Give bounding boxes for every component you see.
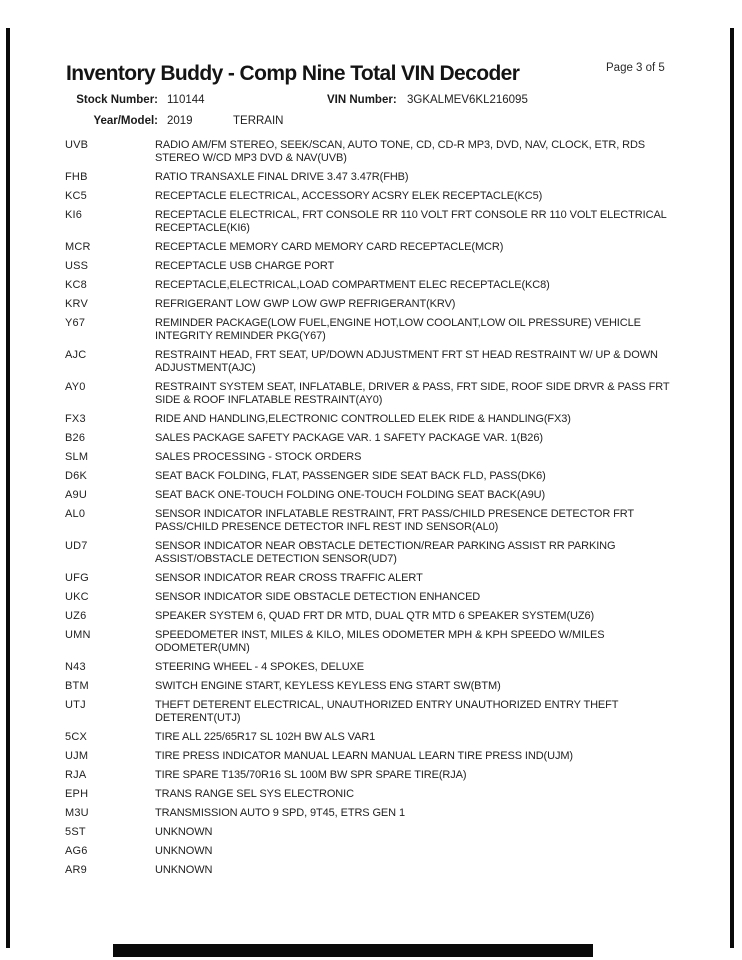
option-row [65, 432, 693, 445]
option-description: UNKNOWN [155, 845, 213, 857]
option-description: RECEPTACLE ELECTRICAL, ACCESSORY ACSRY ELEK RECEPTACLE(KC5) [155, 190, 543, 202]
option-code: AJC [65, 349, 87, 361]
option-code: UTJ [65, 699, 86, 711]
option-code: UKC [65, 591, 89, 603]
option-row [65, 279, 693, 292]
option-row [65, 489, 693, 502]
option-row [65, 731, 693, 744]
option-code: AR9 [65, 864, 87, 876]
option-code: UJM [65, 750, 89, 762]
scan-artifact-left-edge [6, 28, 10, 948]
option-description: RECEPTACLE,ELECTRICAL,LOAD COMPARTMENT ELEC RECEPTACLE(KC8) [155, 279, 550, 291]
option-code: MCR [65, 241, 91, 253]
option-row [65, 349, 693, 375]
page-number-indicator: Page 3 of 5 [606, 62, 665, 74]
option-code: KC5 [65, 190, 87, 202]
option-description: TRANS RANGE SEL SYS ELECTRONIC [155, 788, 354, 800]
option-row [65, 680, 693, 693]
option-code: AY0 [65, 381, 86, 393]
option-row [65, 381, 693, 407]
vin-number-value: 3GKALMEV6KL216095 [407, 94, 528, 106]
option-code: UFG [65, 572, 89, 584]
option-code: Y67 [65, 317, 86, 329]
option-description: REMINDER PACKAGE(LOW FUEL,ENGINE HOT,LOW COOLANT,LOW OIL PRESSURE) VEHICLE INTEGRITY REMINDER PKG(Y67) [155, 317, 641, 342]
option-code: KI6 [65, 209, 83, 221]
option-code: KRV [65, 298, 89, 310]
option-description: SEAT BACK FOLDING, FLAT, PASSENGER SIDE SEAT BACK FLD, PASS(DK6) [155, 470, 546, 482]
option-row [65, 750, 693, 763]
option-code: 5CX [65, 731, 87, 743]
option-code: UZ6 [65, 610, 87, 622]
option-description: SENSOR INDICATOR REAR CROSS TRAFFIC ALERT [155, 572, 423, 584]
option-description: SENSOR INDICATOR INFLATABLE RESTRAINT, FRT PASS/CHILD PRESENCE DETECTOR FRT PASS/CHILD PRESENCE DETECTOR INFL REST IND SENSOR(AL0) [155, 508, 634, 533]
year-model-label: Year/Model: [93, 115, 158, 127]
option-code: UMN [65, 629, 91, 641]
option-code: N43 [65, 661, 86, 673]
option-row [65, 769, 693, 782]
option-description: RECEPTACLE MEMORY CARD MEMORY CARD RECEPTACLE(MCR) [155, 241, 504, 253]
option-description: THEFT DETERENT ELECTRICAL, UNAUTHORIZED ENTRY UNAUTHORIZED ENTRY THEFT DETERENT(UTJ) [155, 699, 619, 724]
option-code: UD7 [65, 540, 88, 552]
option-description: SEAT BACK ONE-TOUCH FOLDING ONE-TOUCH FOLDING SEAT BACK(A9U) [155, 489, 546, 501]
option-row [65, 241, 693, 254]
option-row [65, 470, 693, 483]
option-row [65, 298, 693, 311]
option-row [65, 317, 693, 343]
model-value: TERRAIN [233, 115, 284, 127]
option-code: FX3 [65, 413, 86, 425]
option-description: TIRE PRESS INDICATOR MANUAL LEARN MANUAL LEARN TIRE PRESS IND(UJM) [155, 750, 573, 762]
option-code: M3U [65, 807, 89, 819]
option-code: A9U [65, 489, 87, 501]
option-row [65, 209, 693, 235]
vin-number-label: VIN Number: [327, 94, 397, 106]
option-code: D6K [65, 470, 87, 482]
option-row [65, 699, 693, 725]
options-list [65, 139, 693, 883]
option-code: FHB [65, 171, 88, 183]
option-description: TIRE ALL 225/65R17 SL 102H BW ALS VAR1 [155, 731, 376, 743]
option-code: AG6 [65, 845, 88, 857]
option-description: UNKNOWN [155, 864, 213, 876]
option-row [65, 139, 693, 165]
option-code: SLM [65, 451, 89, 463]
option-row [65, 826, 693, 839]
option-row [65, 171, 693, 184]
option-code: USS [65, 260, 89, 272]
option-code: KC8 [65, 279, 87, 291]
option-code: AL0 [65, 508, 86, 520]
option-code: B26 [65, 432, 86, 444]
option-row [65, 451, 693, 464]
option-row [65, 591, 693, 604]
option-row [65, 260, 693, 273]
option-row [65, 807, 693, 820]
option-description: SWITCH ENGINE START, KEYLESS KEYLESS ENG START SW(BTM) [155, 680, 501, 692]
option-row [65, 540, 693, 566]
option-row [65, 190, 693, 203]
page-title: Inventory Buddy - Comp Nine Total VIN Decoder [66, 62, 520, 85]
option-description: RESTRAINT SYSTEM SEAT, INFLATABLE, DRIVER & PASS, FRT SIDE, ROOF SIDE DRVR & PASS FRT SIDE & ROOF INFLATABLE RESTRAINT(AY0) [155, 381, 670, 406]
option-description: RECEPTACLE USB CHARGE PORT [155, 260, 335, 272]
option-description: TRANSMISSION AUTO 9 SPD, 9T45, ETRS GEN 1 [155, 807, 405, 819]
option-code: EPH [65, 788, 89, 800]
option-code: 5ST [65, 826, 86, 838]
option-row [65, 845, 693, 858]
option-description: UNKNOWN [155, 826, 213, 838]
option-description: RECEPTACLE ELECTRICAL, FRT CONSOLE RR 110 VOLT FRT CONSOLE RR 110 VOLT ELECTRICAL RECEPTACLE(KI6) [155, 209, 667, 234]
option-row [65, 864, 693, 877]
option-description: RATIO TRANSAXLE FINAL DRIVE 3.47 3.47R(FHB) [155, 171, 409, 183]
option-row [65, 788, 693, 801]
option-description: RADIO AM/FM STEREO, SEEK/SCAN, AUTO TONE, CD, CD-R MP3, DVD, NAV, CLOCK, ETR, RDS STEREO W/CD MP3 DVD & NAV(UVB) [155, 139, 646, 164]
option-description: REFRIGERANT LOW GWP LOW GWP REFRIGERANT(KRV) [155, 298, 456, 310]
option-description: STEERING WHEEL - 4 SPOKES, DELUXE [155, 661, 365, 673]
option-row [65, 413, 693, 426]
scan-artifact-bottom-edge [113, 944, 593, 957]
option-code: BTM [65, 680, 89, 692]
option-code: RJA [65, 769, 87, 781]
option-description: SPEAKER SYSTEM 6, QUAD FRT DR MTD, DUAL QTR MTD 6 SPEAKER SYSTEM(UZ6) [155, 610, 595, 622]
year-value: 2019 [167, 115, 193, 127]
option-description: SALES PROCESSING - STOCK ORDERS [155, 451, 362, 463]
option-description: RIDE AND HANDLING,ELECTRONIC CONTROLLED ELEK RIDE & HANDLING(FX3) [155, 413, 571, 425]
option-row [65, 572, 693, 585]
stock-number-label: Stock Number: [76, 94, 158, 106]
option-code: UVB [65, 139, 89, 151]
option-description: SALES PACKAGE SAFETY PACKAGE VAR. 1 SAFETY PACKAGE VAR. 1(B26) [155, 432, 543, 444]
option-row [65, 661, 693, 674]
option-description: RESTRAINT HEAD, FRT SEAT, UP/DOWN ADJUSTMENT FRT ST HEAD RESTRAINT W/ UP & DOWN ADJUSTMENT(AJC) [155, 349, 658, 374]
stock-number-value: 110144 [167, 94, 205, 106]
option-row [65, 610, 693, 623]
option-row [65, 629, 693, 655]
option-description: SENSOR INDICATOR SIDE OBSTACLE DETECTION ENHANCED [155, 591, 481, 603]
option-row [65, 508, 693, 534]
scan-artifact-right-edge [730, 28, 734, 948]
option-description: TIRE SPARE T135/70R16 SL 100M BW SPR SPARE TIRE(RJA) [155, 769, 467, 781]
option-description: SENSOR INDICATOR NEAR OBSTACLE DETECTION/REAR PARKING ASSIST RR PARKING ASSIST/OBSTACLE DETECTION SENSOR(UD7) [155, 540, 616, 565]
option-description: SPEEDOMETER INST, MILES & KILO, MILES ODOMETER MPH & KPH SPEEDO W/MILES ODOMETER(UMN) [155, 629, 605, 654]
